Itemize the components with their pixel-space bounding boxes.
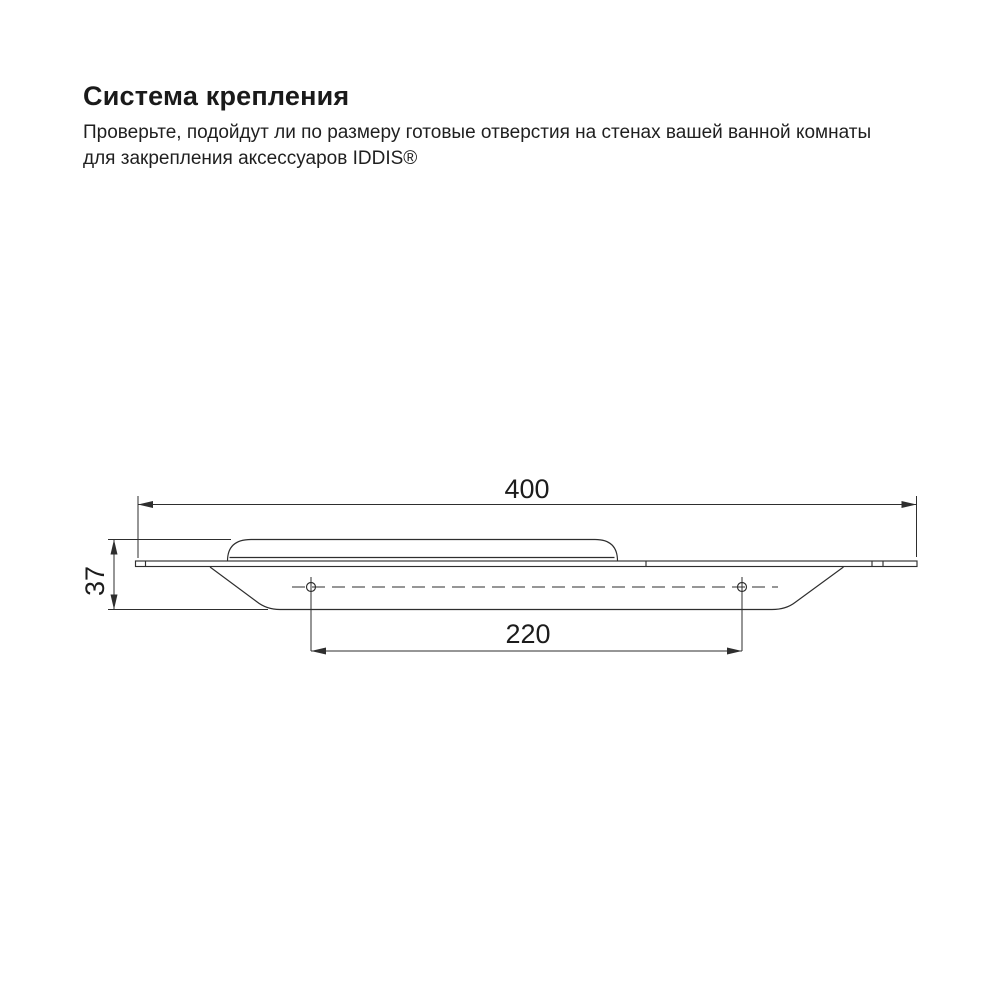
mounting-bracket (210, 567, 844, 610)
intro-line-2: для закрепления аксессуаров IDDIS® (83, 147, 418, 169)
dim-220-arrow-left (311, 648, 326, 655)
dim-37-arrow-bottom (111, 595, 118, 610)
dim-37-label: 37 (80, 565, 110, 597)
dim-220-arrow-right (727, 648, 742, 655)
dim-220-label: 220 (505, 619, 551, 649)
dimension-overall-width (138, 474, 917, 558)
shelf-bar (136, 561, 918, 567)
dim-400-arrow-left (138, 501, 153, 508)
dim-37-arrow-top (111, 540, 118, 555)
dim-400-arrow-right (902, 501, 917, 508)
dim-400-label: 400 (504, 474, 550, 504)
dimension-height (80, 540, 268, 610)
intro-line-1: Проверьте, подойдут ли по размеру готовые отверстия на стенах вашей ванной комнаты (83, 122, 872, 143)
shelf-part (136, 540, 918, 610)
page-title: Система крепления (83, 81, 350, 111)
dimension-hole-spacing (311, 577, 742, 655)
